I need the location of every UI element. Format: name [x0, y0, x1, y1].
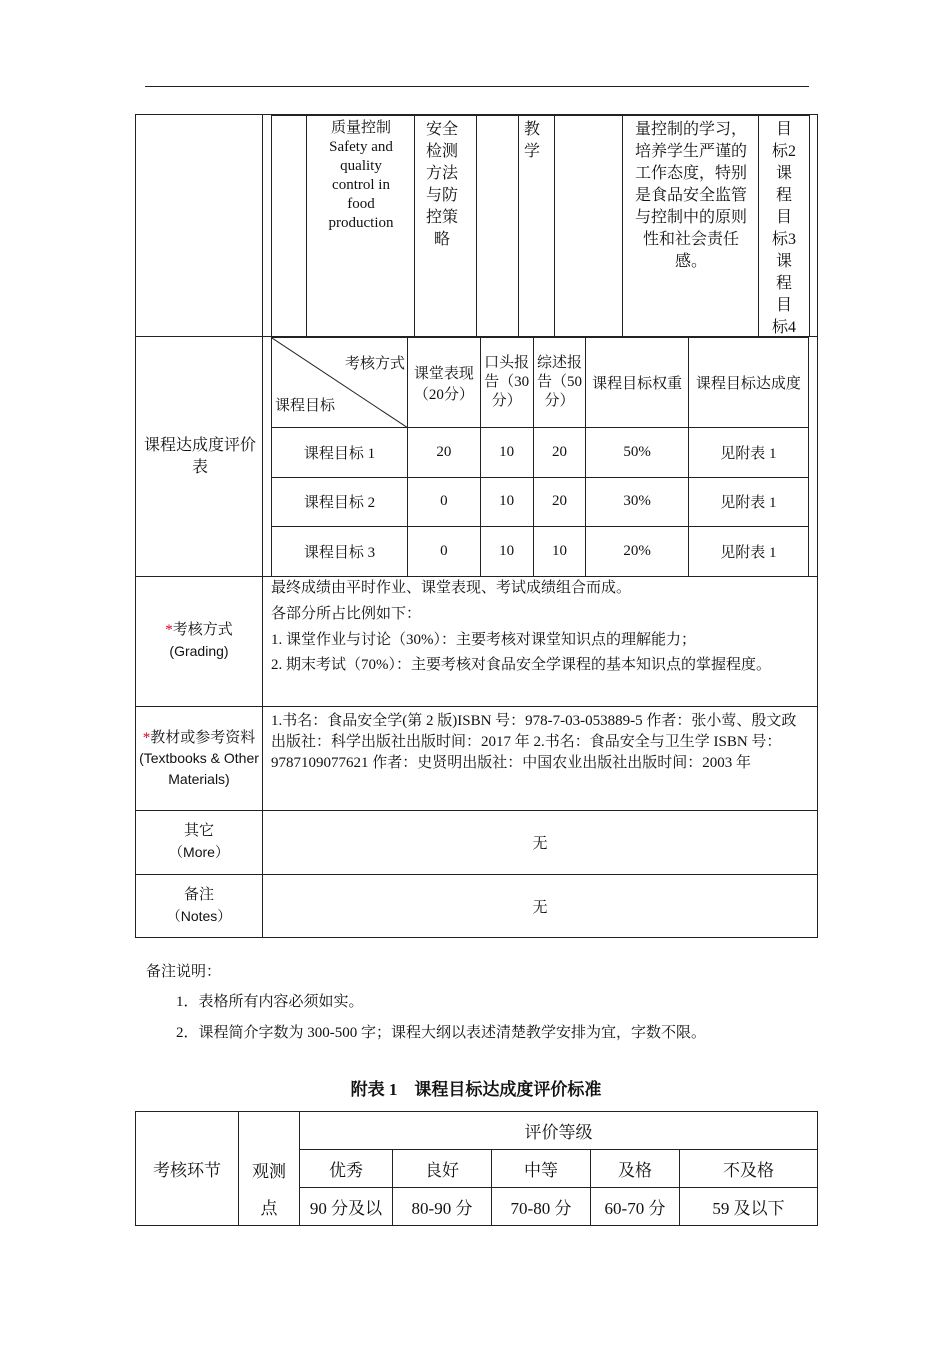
grade-medium: 中等 [492, 1150, 591, 1188]
grade-pass: 及格 [591, 1150, 680, 1188]
notes-label-cn: 备注 [183, 886, 214, 903]
grading-line: 1. 课堂作业与讨论（30%）：主要考核对课堂知识点的理解能力； [271, 632, 696, 648]
row-v2: 10 [480, 428, 533, 478]
table-row [272, 428, 809, 478]
grading-label-cn: 考核方式 [172, 622, 233, 638]
remarks-item: 1．表格所有内容必须如实。 [176, 994, 364, 1010]
grading-line: 2. 期末考试（70%）：主要考核对食品安全学课程的基本知识点的掌握程度。 [271, 657, 771, 673]
range-fail: 59 及以下 [680, 1188, 818, 1226]
grade-good: 良好 [393, 1150, 492, 1188]
header-weight: 课程目标权重 [586, 338, 688, 428]
grade-excellent: 优秀 [300, 1150, 393, 1188]
top-target-cell: 目标2课程目标3课程目标4 [771, 121, 796, 336]
row-goal: 课程目标 2 [272, 477, 408, 527]
required-mark: * [165, 622, 173, 638]
textbooks-content: 1.书名：食品安全学(第 2 版)ISBN 号：978-7-03-053889-5 作者：张小莺、殷文政出版社：科学出版社出版时间：2017 年 2.书名：食品安全与卫生学 ISBN 号：9787109077621 作者：史贤明出版社：中国农业出版社出版时间：2003 年 [263, 707, 818, 811]
required-mark: * [142, 729, 151, 746]
row-v1: 20 [408, 428, 481, 478]
diagonal-bottom-label: 课程目标 [275, 398, 336, 414]
range-pass: 60-70 分 [591, 1188, 680, 1226]
notes-label [136, 875, 263, 938]
appendix-title: 附表 1 课程目标达成度评价标准 [350, 1080, 602, 1099]
notes-label-en: （Notes） [166, 907, 232, 924]
grading-line: 各部分所占比例如下： [271, 606, 422, 622]
textbooks-label [136, 707, 263, 811]
header-oral: 口头报告（30分） [480, 338, 533, 428]
notes-value: 无 [263, 875, 818, 938]
remarks-title: 备注说明： [146, 964, 222, 980]
top-goal-cell: 量控制的学习，培养学生严谨的工作态度，特别是食品安全监管与控制中的原则性和社会责任感。 [634, 121, 747, 270]
grading-row [136, 577, 818, 707]
grading-content [263, 577, 818, 707]
grading-label [136, 577, 263, 707]
row-v1: 0 [408, 527, 481, 577]
notes-row [136, 875, 818, 938]
appendix-col-stage: 考核环节 [136, 1112, 239, 1226]
row-v3: 20 [533, 477, 586, 527]
header-achieve: 课程目标达成度 [688, 338, 808, 428]
row-v3: 10 [533, 527, 586, 577]
table-row [272, 477, 809, 527]
appendix-col-point: 观测 [239, 1112, 300, 1188]
diagonal-top-label: 考核方式 [345, 356, 406, 372]
row-v3: 20 [533, 428, 586, 478]
row-weight: 20% [586, 527, 688, 577]
row-v1: 0 [408, 477, 481, 527]
header-review: 综述报告（50分） [533, 338, 586, 428]
row-achieve: 见附表 1 [688, 477, 808, 527]
range-good: 80-90 分 [393, 1188, 492, 1226]
textbooks-label-en: (Textbooks & Other Materials) [139, 749, 259, 787]
header-class: 课堂表现（20分） [408, 338, 481, 428]
row-v2: 10 [480, 477, 533, 527]
evaluation-section [135, 336, 818, 577]
row-weight: 30% [586, 477, 688, 527]
row-v2: 10 [480, 527, 533, 577]
evaluation-label: 课程达成度评价表 [144, 437, 257, 476]
row-achieve: 见附表 1 [688, 428, 808, 478]
diagonal-header [272, 338, 408, 428]
row-weight: 50% [586, 428, 688, 478]
more-label [136, 811, 263, 875]
range-excellent: 90 分及以 [300, 1188, 393, 1226]
grading-label-en: (Grading) [169, 643, 229, 659]
more-label-cn: 其它 [183, 823, 214, 839]
textbooks-row [136, 707, 818, 811]
grading-line: 最终成绩由平时作业、课堂表现、考试成绩组合而成。 [271, 580, 632, 596]
more-label-en: （More） [169, 844, 229, 860]
more-row [136, 811, 818, 875]
table-row [272, 527, 809, 577]
textbooks-label-cn: 教材或参考资料 [150, 729, 256, 746]
range-medium: 70-80 分 [492, 1188, 591, 1226]
row-goal: 课程目标 3 [272, 527, 408, 577]
remarks-item: 2．课程简介字数为 300-500 字；课程大纲以表述清楚教学安排为宜，字数不限。 [176, 1025, 706, 1041]
appendix-col-point-2: 点 [239, 1188, 300, 1226]
evaluation-table [271, 337, 809, 577]
top-teach-cell: 教学 [524, 121, 541, 160]
row-goal: 课程目标 1 [272, 428, 408, 478]
header-rule [145, 86, 809, 87]
grade-fail: 不及格 [680, 1150, 818, 1188]
more-value: 无 [263, 811, 818, 875]
top-method-cell: 安全检测方法与防控策略 [426, 121, 459, 248]
top-title-cell: 质量控制 Safety and quality control in food production [328, 120, 394, 231]
row-achieve: 见附表 1 [688, 527, 808, 577]
info-table [135, 576, 818, 938]
top-row [135, 114, 818, 336]
appendix-grade-header: 评价等级 [300, 1112, 818, 1150]
appendix-table [135, 1111, 818, 1226]
